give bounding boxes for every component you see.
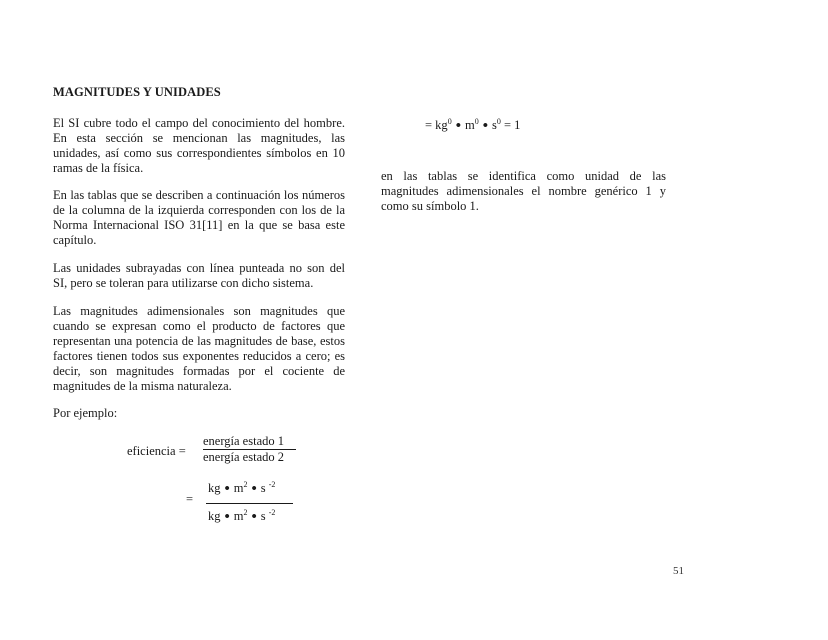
equation-efficiency-fraction [203,434,296,464]
unit-kg: kg [208,509,221,523]
unit-kg: kg [208,481,221,495]
equals-one: = 1 [503,118,521,132]
paragraph-iso-reference: En las tablas que se describen a continuación los números de la columna de la izquierda corresponden con los de la Norma Internacional ISO 31[11] en la que se basa este capítulo. [53,188,345,247]
unit-m: m [233,509,244,523]
equation-dimensionless-result [425,118,520,135]
unit-s: s [260,481,266,495]
page-number: 51 [673,565,684,577]
exponent: 0 [474,117,479,126]
unit-m: m [233,481,244,495]
multiply-dot-icon: • [251,481,257,497]
equation-units-equals: = [186,492,194,506]
multiply-dot-icon: • [455,118,461,134]
section-heading: MAGNITUDES Y UNIDADES [53,85,221,99]
unit-kg: = kg [425,118,448,132]
unit-s: s [491,118,497,132]
exponent: 0 [447,117,452,126]
exponent: -2 [268,508,276,517]
multiply-dot-icon: • [251,509,257,525]
unit-s: s [260,509,266,523]
multiply-dot-icon: • [482,118,488,134]
exponent: 2 [243,508,248,517]
fraction-numerator: energía estado 1 [203,434,296,450]
multiply-dot-icon: • [224,509,230,525]
paragraph-si-scope: El SI cubre todo el campo del conocimiento del hombre. En esta sección se mencionan las magnitudes, las unidades, así como sus correspondientes símbolos en 10 ramas de la física. [53,116,345,175]
paragraph-dimensionless: Las magnitudes adimensionales son magnitudes que cuando se expresan como el producto de factores que representan una potencia de las magnitudes de base, estos factores tienen todos sus exponentes reducidos a cero; es decir, son magnitudes formadas por el cociente de magnitudes de la misma naturaleza. [53,304,345,393]
paragraph-example-intro: Por ejemplo: [53,406,118,420]
exponent: 0 [496,117,501,126]
paragraph-tolerated-units: Las unidades subrayadas con línea punteada no son del SI, pero se toleran para utilizarse con dicho sistema. [53,261,345,290]
multiply-dot-icon: • [224,481,230,497]
exponent: -2 [268,480,276,489]
unit-m: m [464,118,475,132]
units-denominator [206,504,293,525]
fraction-denominator: energía estado 2 [203,450,284,464]
exponent: 2 [243,480,248,489]
equation-units-fraction [206,480,293,525]
paragraph-generic-unit-one: en las tablas se identifica como unidad de las magnitudes adimensionales el nombre genérico 1 y como su símbolo 1. [381,169,666,213]
units-numerator [206,480,293,504]
equation-efficiency-label: eficiencia = [127,444,186,458]
